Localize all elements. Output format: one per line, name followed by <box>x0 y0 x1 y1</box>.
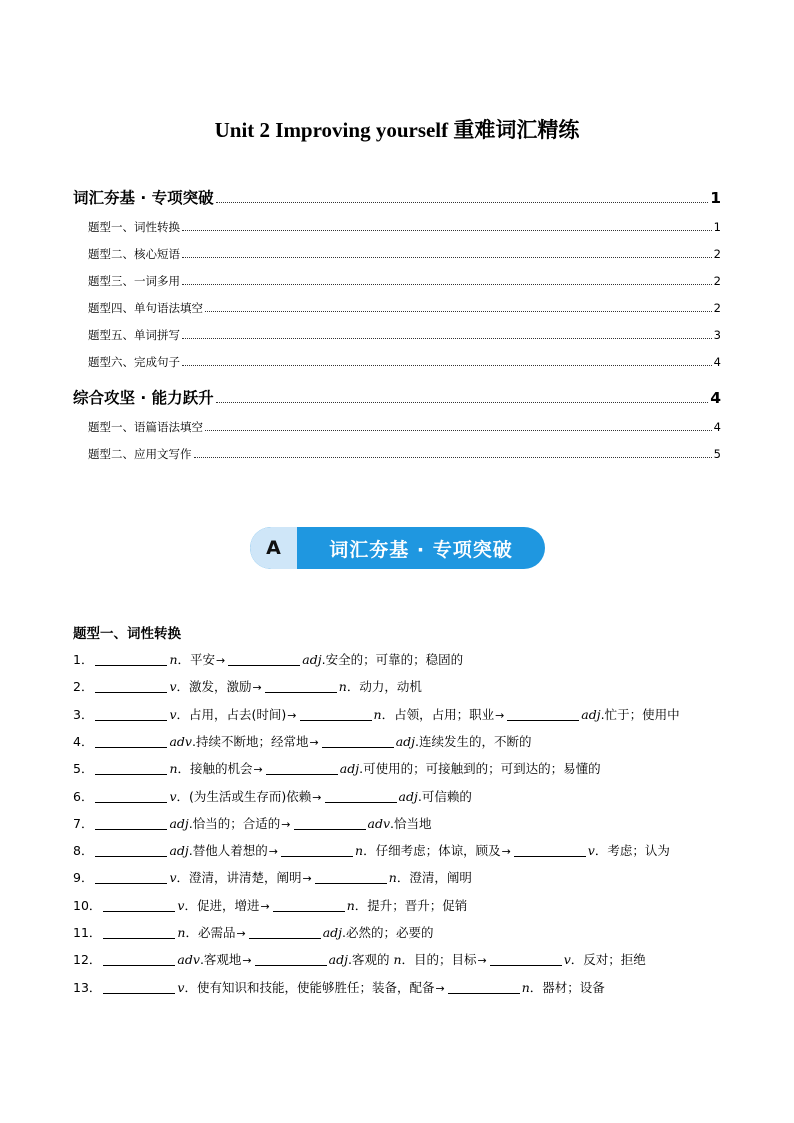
toc-leader-dots <box>194 457 712 458</box>
exercise-item <box>73 868 472 889</box>
definition-text: ．促进，增进 <box>184 897 260 913</box>
toc-label: 题型六、完成句子 <box>88 355 180 369</box>
answer-blank[interactable] <box>95 652 167 666</box>
toc-leader-dots <box>205 311 712 312</box>
part-of-speech: n <box>346 897 355 913</box>
toc-entry[interactable] <box>73 186 721 208</box>
exercise-item <box>73 923 434 944</box>
right-arrow-icon: → <box>268 845 278 859</box>
definition-text: ．提升；晋升；促销 <box>354 897 468 913</box>
part-of-speech: adj <box>395 733 416 749</box>
answer-blank[interactable] <box>103 980 175 994</box>
item-number: 1． <box>73 652 94 667</box>
part-of-speech: adj <box>398 788 418 804</box>
section-banner <box>250 527 545 569</box>
part-of-speech: adj <box>328 952 348 968</box>
answer-blank[interactable] <box>228 652 300 666</box>
answer-blank[interactable] <box>325 789 397 803</box>
toc-label: 题型一、词性转换 <box>88 220 180 234</box>
definition-text: ．目的；目标 <box>401 952 477 968</box>
part-of-speech: v <box>169 788 177 804</box>
definition-text: ．接触的机会 <box>177 761 253 777</box>
toc-leader-dots <box>182 365 712 366</box>
toc-leader-dots <box>182 230 712 231</box>
toc-entry[interactable] <box>88 446 721 462</box>
toc-entry[interactable] <box>88 419 721 435</box>
definition-text: ．器材；设备 <box>529 979 605 995</box>
item-number: 5． <box>73 761 94 777</box>
part-of-speech: adj <box>169 843 189 859</box>
exercise-item <box>73 841 670 862</box>
definition-text: ．仔细考虑；体谅，顾及 <box>363 843 501 859</box>
part-of-speech: n <box>521 979 530 995</box>
item-number: 4． <box>73 733 94 749</box>
definition-text: ．考虑；认为 <box>594 843 670 859</box>
answer-blank[interactable] <box>95 870 167 884</box>
definition-text: .忙于；使用中 <box>600 706 680 722</box>
answer-blank[interactable] <box>249 925 321 939</box>
answer-blank[interactable] <box>103 952 175 966</box>
right-arrow-icon: → <box>302 872 312 886</box>
item-number: 12． <box>73 952 102 968</box>
definition-text: .必然的；必要的 <box>342 925 434 940</box>
answer-blank[interactable] <box>266 761 338 775</box>
section-heading: 题型一、词性转换 <box>73 626 181 642</box>
banner-title: 词汇夯基 · 专项突破 <box>329 538 513 561</box>
definition-text: .客观地 <box>199 952 242 968</box>
toc-entry[interactable] <box>73 386 721 408</box>
toc-label: 综合攻坚 · 能力跃升 <box>73 389 214 407</box>
toc-label: 题型四、单句语法填空 <box>88 301 203 315</box>
part-of-speech: v <box>169 706 177 722</box>
part-of-speech: adj <box>339 761 360 777</box>
item-number: 10． <box>73 897 102 913</box>
toc-leader-dots <box>182 338 712 339</box>
item-number: 9． <box>73 870 94 886</box>
toc-page-number: 5 <box>713 447 721 461</box>
part-of-speech: v <box>177 979 185 995</box>
toc-page-number: 2 <box>713 274 721 288</box>
exercise-item <box>73 759 601 780</box>
toc-label: 词汇夯基 · 专项突破 <box>73 189 214 207</box>
toc-page-number: 4 <box>710 389 721 407</box>
item-number: 6． <box>73 788 94 804</box>
exercise-item <box>73 677 422 698</box>
answer-blank[interactable] <box>448 980 520 994</box>
right-arrow-icon: → <box>501 845 511 859</box>
item-number: 2． <box>73 679 94 695</box>
part-of-speech: adj <box>322 925 343 940</box>
banner-letter: A <box>250 527 297 569</box>
toc-label: 题型三、一词多用 <box>88 274 180 288</box>
answer-blank[interactable] <box>514 843 586 857</box>
toc-label: 题型二、核心短语 <box>88 247 180 261</box>
exercise-item <box>73 787 472 808</box>
part-of-speech: adj <box>169 815 189 831</box>
part-of-speech: n <box>169 652 178 667</box>
item-number: 13． <box>73 979 102 995</box>
toc-page-number: 4 <box>713 355 721 369</box>
toc-page-number: 2 <box>713 301 721 315</box>
page-title: Unit 2 Improving yourself 重难词汇精练 <box>214 118 580 142</box>
answer-blank[interactable] <box>95 761 167 775</box>
definition-text: .替他人着想的 <box>188 843 268 859</box>
answer-blank[interactable] <box>255 952 327 966</box>
toc-leader-dots <box>216 402 709 403</box>
right-arrow-icon: → <box>253 763 263 777</box>
exercise-item <box>73 705 680 726</box>
toc-entry[interactable] <box>88 327 721 343</box>
part-of-speech: v <box>169 679 177 695</box>
part-of-speech: adv <box>177 952 200 968</box>
item-number: 7． <box>73 815 94 831</box>
toc-page-number: 1 <box>710 189 721 207</box>
answer-blank[interactable] <box>300 707 372 721</box>
toc-page-number: 3 <box>713 328 721 342</box>
definition-text: .可信赖的 <box>417 788 472 804</box>
part-of-speech: n <box>177 925 186 940</box>
definition-text: ．动力，动机 <box>346 679 422 695</box>
definition-text: ．激发，激励 <box>176 679 252 695</box>
exercise-item <box>73 896 467 917</box>
answer-blank[interactable] <box>95 679 167 693</box>
answer-blank[interactable] <box>315 870 387 884</box>
toc-leader-dots <box>216 202 709 203</box>
answer-blank[interactable] <box>281 843 353 857</box>
toc-entry[interactable] <box>88 273 721 289</box>
right-arrow-icon: → <box>495 708 505 722</box>
answer-blank[interactable] <box>95 843 167 857</box>
right-arrow-icon: → <box>216 654 226 667</box>
toc-label: 题型二、应用文写作 <box>88 447 192 461</box>
part-of-speech: n <box>355 843 364 859</box>
definition-text: ．占领，占用；职业 <box>381 706 495 722</box>
part-of-speech: v <box>177 897 185 913</box>
definition-text: .连续发生的，不断的 <box>415 733 532 749</box>
right-arrow-icon: → <box>435 981 445 995</box>
definition-text: ．反对；拒绝 <box>570 952 646 968</box>
right-arrow-icon: → <box>236 927 246 940</box>
right-arrow-icon: → <box>252 681 262 695</box>
definition-text: ．澄清，阐明 <box>396 870 472 886</box>
exercise-item <box>73 732 532 753</box>
part-of-speech: n <box>373 706 382 722</box>
right-arrow-icon: → <box>309 735 319 749</box>
definition-text: .可使用的；可接触到的；可到达的；易懂的 <box>359 761 601 777</box>
answer-blank[interactable] <box>265 679 337 693</box>
part-of-speech: n <box>393 952 402 968</box>
item-number: 8． <box>73 843 94 859</box>
part-of-speech: adj <box>302 652 322 667</box>
definition-text: .恰当地 <box>390 815 432 831</box>
definition-text: ．占用，占去(时间) <box>176 706 287 722</box>
toc-label: 题型五、单词拼写 <box>88 328 180 342</box>
part-of-speech: adj <box>581 706 601 722</box>
toc-leader-dots <box>205 430 712 431</box>
part-of-speech: n <box>169 761 178 777</box>
item-number: 3． <box>73 706 94 722</box>
answer-blank[interactable] <box>507 707 579 721</box>
answer-blank[interactable] <box>490 952 562 966</box>
part-of-speech: v <box>587 843 595 859</box>
right-arrow-icon: → <box>287 708 297 722</box>
toc-leader-dots <box>182 257 712 258</box>
definition-text: ．使有知识和技能，使能够胜任；装备，配备 <box>184 979 435 995</box>
right-arrow-icon: → <box>281 817 291 831</box>
toc-entry[interactable] <box>88 246 721 262</box>
exercise-item <box>73 978 605 999</box>
toc-label: 题型一、语篇语法填空 <box>88 420 203 434</box>
definition-text: .客观的 <box>347 952 394 968</box>
part-of-speech: v <box>169 870 177 886</box>
answer-blank[interactable] <box>103 898 175 912</box>
definition-text: ．(为生活或生存而)依赖 <box>176 788 312 804</box>
right-arrow-icon: → <box>260 899 270 913</box>
exercise-item <box>73 950 646 971</box>
right-arrow-icon: → <box>312 790 322 804</box>
exercise-item <box>73 814 432 835</box>
definition-text: ．澄清，讲清楚，阐明 <box>176 870 302 886</box>
answer-blank[interactable] <box>95 734 167 748</box>
answer-blank[interactable] <box>294 816 366 830</box>
definition-text: ．必需品 <box>185 925 236 940</box>
toc-entry[interactable] <box>88 219 721 235</box>
definition-text: ．平安 <box>177 652 216 667</box>
toc-leader-dots <box>182 284 712 285</box>
answer-blank[interactable] <box>95 816 167 830</box>
answer-blank[interactable] <box>103 925 175 939</box>
right-arrow-icon: → <box>477 954 487 968</box>
definition-text: .恰当的；合适的 <box>188 815 281 831</box>
answer-blank[interactable] <box>273 898 345 912</box>
item-number: 11． <box>73 925 102 940</box>
answer-blank[interactable] <box>322 734 394 748</box>
definition-text: .持续不断地；经常地 <box>191 733 309 749</box>
toc-page-number: 2 <box>713 247 721 261</box>
part-of-speech: n <box>338 679 347 695</box>
part-of-speech: adv <box>169 733 192 749</box>
part-of-speech: n <box>388 870 397 886</box>
toc-page-number: 1 <box>713 220 721 234</box>
part-of-speech: adv <box>367 815 391 831</box>
toc-page-number: 4 <box>713 420 721 434</box>
part-of-speech: v <box>563 952 571 968</box>
toc-entry[interactable] <box>88 300 721 316</box>
answer-blank[interactable] <box>95 789 167 803</box>
right-arrow-icon: → <box>242 954 252 968</box>
definition-text: .安全的；可靠的；稳固的 <box>321 652 464 667</box>
toc-entry[interactable] <box>88 354 721 370</box>
exercise-item <box>73 650 463 671</box>
answer-blank[interactable] <box>95 707 167 721</box>
